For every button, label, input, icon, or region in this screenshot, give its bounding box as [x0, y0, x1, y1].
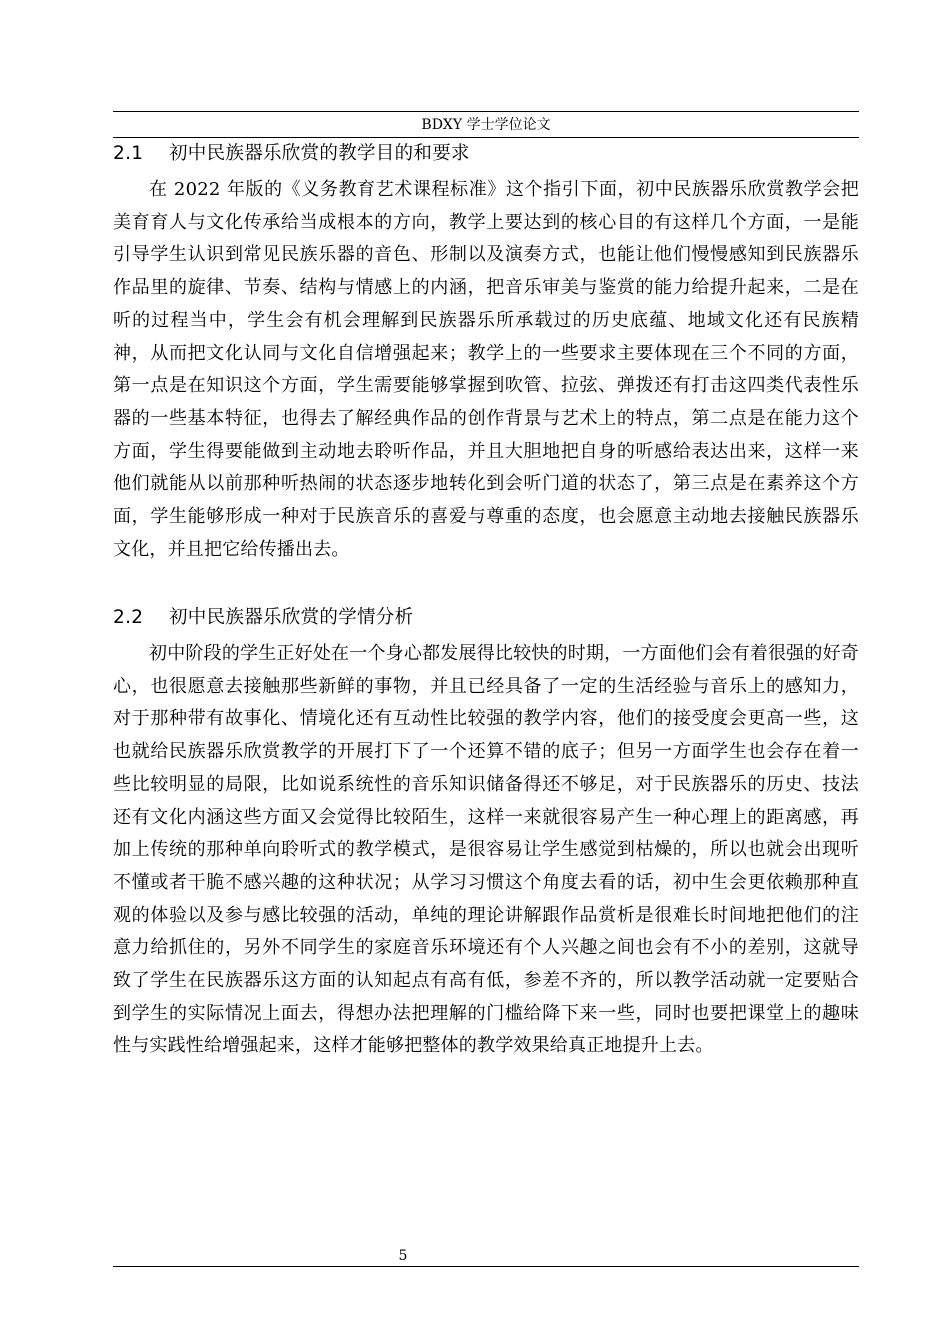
page-number: 5 — [398, 1248, 408, 1264]
section-number: 2.1 — [113, 143, 144, 164]
section-title: 初中民族器乐欣赏的学情分析 — [169, 607, 414, 628]
header-bottom-rule — [113, 137, 859, 138]
header-top-rule — [113, 111, 859, 112]
running-header: BDXY 学士学位论文 — [421, 117, 551, 133]
section-title: 初中民族器乐欣赏的教学目的和要求 — [169, 143, 470, 164]
section-2-1 — [113, 140, 859, 566]
body-paragraph: 初中阶段的学生正好处在一个身心都发展得比较快的时期，一方面他们会有着很强的好奇心，也很愿意去接触那些新鲜的事物，并且已经具备了一定的生活经验与音乐上的感知力，对于那种带有故事化、情境化还有互动性比较强的教学内容，他们的接受度会更高一些，这也就给民族器乐欣赏教学的开展打下了一个还算不错的底子；但另一方面学生也会存在着一些比较明显的局限，比如说系统性的音乐知识储备得还不够足，对于民族器乐的历史、技法还有文化内涵这些方面又会觉得比较陌生，这样一来就很容易产生一种心理上的距离感，再加上传统的那种单向聆听式的教学模式，是很容易让学生感觉到枯燥的，所以也就会出现听不懂或者干脆不感兴趣的这种状况；从学习习惯这个角度去看的话，初中生会更依赖那种直观的体验以及参与感比较强的活动，单纯的理论讲解跟作品赏析是很难长时间地把他们的注意力给抓住的，另外不同学生的家庭音乐环境还有个人兴趣之间也会有不小的差别，这就导致了学生在民族器乐这方面的认知起点有高有低，参差不齐的，所以教学活动就一定要贴合到学生的实际情况上面去，得想办法把理解的门槛给降下来一些，同时也要把课堂上的趣味性与实践性给增强起来，这样才能够把整体的教学效果给真正地提升上去。 — [113, 643, 859, 1057]
body-paragraph: 在 2022 年版的《义务教育艺术课程标准》这个指引下面，初中民族器乐欣赏教学会把美育育人与文化传承给当成根本的方向，教学上要达到的核心目的有这样几个方面，一是能引导学生认识到常见民族乐器的音色、形制以及演奏方式，也能让他们慢慢感知到民族器乐作品里的旋律、节奏、结构与情感上的内涵，把音乐审美与鉴赏的能力给提升起来，二是在听的过程当中，学生会有机会理解到民族器乐所承载过的历史底蕴、地域文化还有民族精神，从而把文化认同与文化自信增强起来；教学上的一些要求主要体现在三个不同的方面，第一点是在知识这个方面，学生需要能够掌握到吹管、拉弦、弹拨还有打击这四类代表性乐器的一些基本特征，也得去了解经典作品的创作背景与艺术上的特点，第二点是在能力这个方面，学生得要能做到主动地去聆听作品，并且大胆地把自身的听感给表达出来，这样一来他们就能从以前那种听热闹的状态逐步地转化到会听门道的状态了，第三点是在素养这个方面，学生能够形成一种对于民族音乐的喜爱与尊重的态度，也会愿意主动地去接触民族器乐文化，并且把它给传播出去。 — [113, 179, 859, 560]
section-2-2 — [113, 604, 859, 1063]
section-heading — [113, 604, 859, 632]
footer-rule — [113, 1266, 859, 1267]
section-heading — [113, 140, 859, 168]
section-number: 2.2 — [113, 607, 144, 628]
